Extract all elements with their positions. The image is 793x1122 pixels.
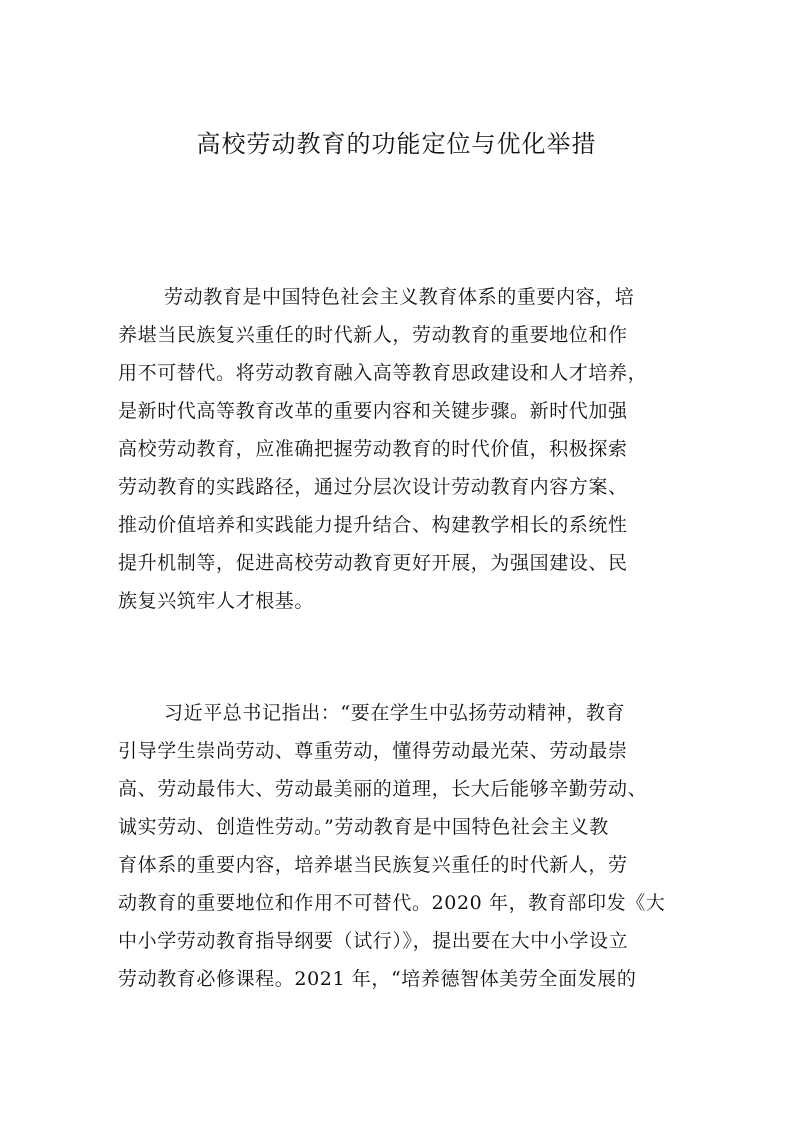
paragraph-line: 养堪当民族复兴重任的时代新人，劳动教育的重要地位和作: [118, 324, 628, 346]
paragraph-line: 是新时代高等教育改革的重要内容和关键步骤。新时代加强: [118, 400, 628, 422]
paragraph-line: 劳动教育的实践路径，通过分层次设计劳动教育内容方案、: [118, 476, 628, 498]
paragraph-1: [118, 278, 678, 620]
paragraph-line: 劳动教育必修课程。2021 年，“培养德智体美劳全面发展的: [118, 968, 637, 990]
paragraph-line: 用不可替代。将劳动教育融入高等教育思政建设和人才培养，: [118, 362, 648, 384]
paragraph-line: 高校劳动教育，应准确把握劳动教育的时代价值，积极探索: [118, 438, 628, 460]
paragraph-line: 推动价值培养和实践能力提升结合、构建教学相长的系统性: [118, 514, 628, 536]
paragraph-line: 中小学劳动教育指导纲要（试行）》，提出要在大中小学设立: [118, 930, 629, 952]
paragraph-2: [118, 694, 678, 998]
paragraph-line: 育体系的重要内容，培养堪当民族复兴重任的时代新人，劳: [118, 854, 628, 876]
paragraph-line: 劳动教育是中国特色社会主义教育体系的重要内容，培: [164, 286, 635, 308]
paragraph-line: 诚实劳动、创造性劳动。”劳动教育是中国特色社会主义教: [118, 816, 609, 838]
paragraph-line: 族复兴筑牢人才根基。: [118, 590, 315, 612]
paragraph-line: 动教育的重要地位和作用不可替代。2020 年，教育部印发《大: [118, 892, 666, 914]
paragraph-line: 高、劳动最伟大、劳动最美丽的道理，长大后能够辛勤劳动、: [118, 778, 648, 800]
paragraph-line: 引导学生崇尚劳动、尊重劳动，懂得劳动最光荣、劳动最崇: [118, 740, 628, 762]
paragraph-line: 提升机制等，促进高校劳动教育更好开展，为强国建设、民: [118, 552, 628, 574]
paragraph-line: 习近平总书记指出：“要在学生中弘扬劳动精神，教育: [164, 702, 626, 724]
document-title: 高校劳动教育的功能定位与优化举措: [196, 130, 597, 158]
